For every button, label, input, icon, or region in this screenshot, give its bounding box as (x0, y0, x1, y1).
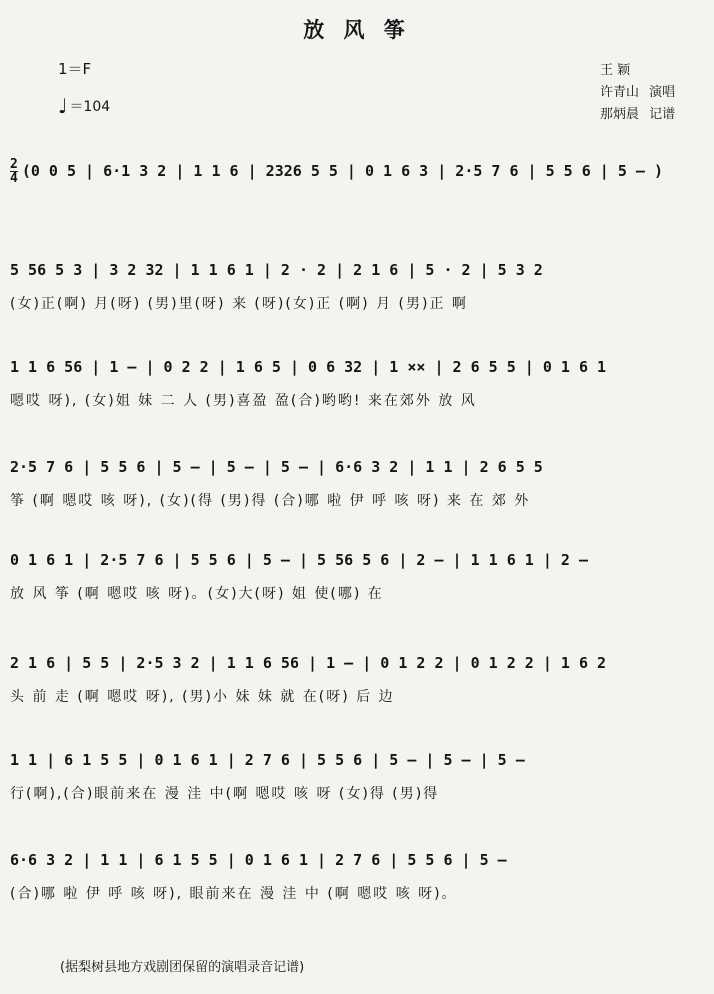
staff-row-1 (10, 156, 700, 216)
notation-line: 2·5 7 6 | 5 5 6 | 5 — | 5 — | 5 — | 6·6 3 2 | 1 1 | 2 6 5 5 (10, 458, 543, 476)
key-signature: 1＝F (58, 60, 92, 78)
lyrics-line: 头 前 走 (啊 嗯哎 呀), (男)小 妹 妹 就 在(呀) 后 边 (10, 689, 395, 705)
tempo-value: ＝104 (69, 99, 111, 115)
credit-names: 王 颖 (600, 63, 631, 78)
notation-text: (0 0 5 | 6·1 3 2 | 1 1 6 | 2326 5 5 | 0 1 6 3 | 2·5 7 6 | 5 5 6 | 5 — ) (21, 162, 664, 180)
credit-role: 记谱 (649, 107, 676, 122)
credit-names: 那炳晨 (600, 107, 640, 122)
credit-row (600, 60, 675, 82)
time-signature-top: 2 (10, 156, 18, 172)
lyrics-line: 嗯哎 呀), (女)姐 妹 二 人 (男)喜盈 盈(合)哟哟! 来在郊外 放 风 (10, 393, 477, 409)
credit-row (600, 82, 675, 104)
notation-line: 1 1 | 6 1 5 5 | 0 1 6 1 | 2 7 6 | 5 5 6 | 5 — | 5 — | 5 — (10, 751, 525, 769)
notation-line: 1 1 6 56 | 1 — | 0 2 2 | 1 6 5 | 0 6 32 | 1 ×× | 2 6 5 5 | 0 1 6 1 (10, 358, 607, 376)
tempo-marking (58, 96, 110, 116)
staff-row-7 (10, 745, 700, 805)
source-note: (据梨树县地方戏剧团保留的演唱录音记谱) (60, 960, 305, 975)
staff-row-6 (10, 648, 700, 708)
credit-row (600, 104, 675, 126)
staff-row-8 (10, 845, 700, 905)
lyrics-line: 放 风 筝 (啊 嗯哎 咳 呀)。(女)大(呀) 姐 使(哪) 在 (10, 586, 384, 602)
quarter-note-icon: ♩ (58, 94, 68, 118)
credit-role: 演唱 (649, 85, 676, 100)
credit-names: 许青山 (600, 85, 640, 100)
time-signature (10, 158, 18, 185)
staff-row-2 (10, 255, 700, 315)
lyrics-line: (合)哪 啦 伊 呼 咳 呀), 眼前来在 漫 洼 中 (啊 嗯哎 咳 呀)。 (10, 886, 458, 902)
staff-row-5 (10, 545, 700, 605)
song-title: 放 风 筝 (303, 18, 411, 42)
lyrics-line: 筝 (啊 嗯哎 咳 呀), (女)(得 (男)得 (合)哪 啦 伊 呼 咳 呀) 来 在 郊 外 (10, 493, 531, 509)
notation-line: 2 1 6 | 5 5 | 2·5 3 2 | 1 1 6 56 | 1 — | 0 1 2 2 | 0 1 2 2 | 1 6 2 (10, 654, 607, 672)
credits (600, 60, 675, 126)
notation-line (10, 156, 700, 186)
lyrics-line: 行(啊),(合)眼前来在 漫 洼 中(啊 嗯哎 咳 呀 (女)得 (男)得 (10, 786, 440, 802)
notation-line: 5 56 5 3 | 3 2 32 | 1 1 6 1 | 2 · 2 | 2 1 6 | 5 · 2 | 5 3 2 (10, 261, 543, 279)
lyrics-line: (女)正(啊) 月(呀) (男)里(呀) 来 (呀)(女)正 (啊) 月 (男)正 啊 (10, 296, 468, 312)
staff-row-3 (10, 352, 700, 412)
staff-row-4 (10, 452, 700, 512)
time-signature-bottom: 4 (10, 170, 18, 186)
notation-line: 0 1 6 1 | 2·5 7 6 | 5 5 6 | 5 — | 5 56 5 6 | 2 — | 1 1 6 1 | 2 — (10, 551, 588, 569)
notation-line: 6·6 3 2 | 1 1 | 6 1 5 5 | 0 1 6 1 | 2 7 6 | 5 5 6 | 5 — (10, 851, 507, 869)
